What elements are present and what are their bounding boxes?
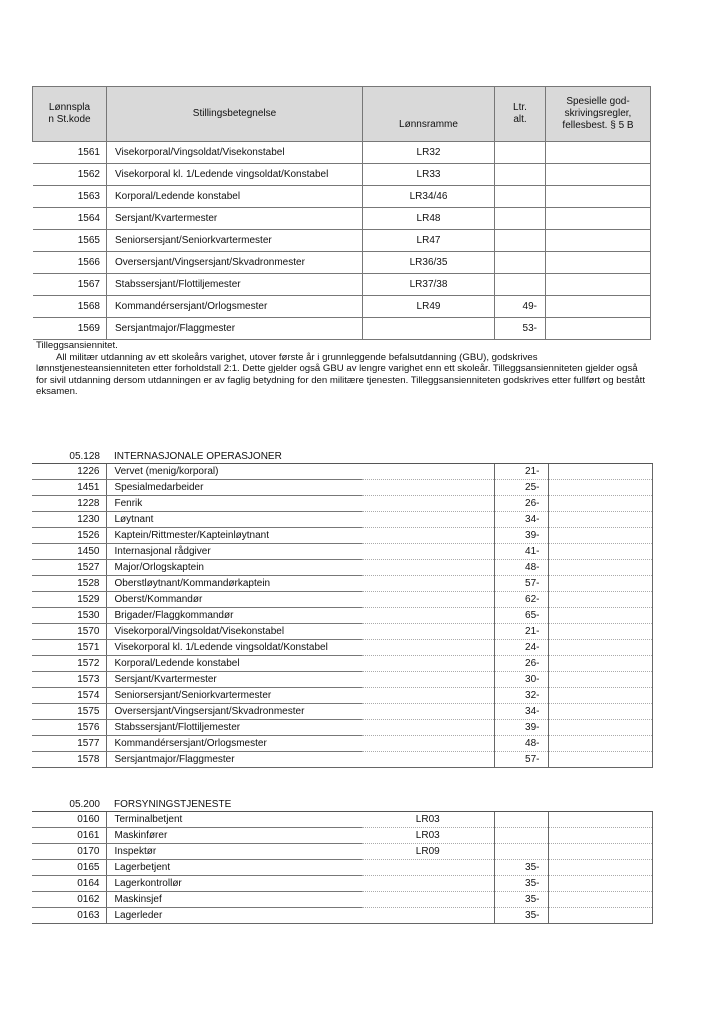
row-title: Visekorporal/Vingsoldat/Visekonstabel <box>107 142 363 164</box>
row-ltr: 21- <box>494 624 548 640</box>
row-title: Korporal/Ledende konstabel <box>106 656 362 672</box>
row-ltr: 25- <box>494 480 548 496</box>
row-salary-range <box>362 892 494 908</box>
row-ltr: 65- <box>494 608 548 624</box>
row-salary-range <box>362 480 494 496</box>
row-special-rules <box>548 480 652 496</box>
row-special-rules <box>548 828 652 844</box>
row-special-rules <box>546 186 651 208</box>
note-heading: Tilleggsansiennitet. <box>36 340 118 351</box>
row-ltr: 26- <box>494 496 548 512</box>
row-salary-range: LR48 <box>363 208 495 230</box>
row-ltr: 48- <box>494 560 548 576</box>
row-title: Maskinsjef <box>106 892 362 908</box>
table-row <box>32 752 652 768</box>
row-code: 1570 <box>32 624 106 640</box>
row-title: Brigader/Flaggkommandør <box>106 608 362 624</box>
row-ltr: 24- <box>494 640 548 656</box>
row-code: 1574 <box>32 688 106 704</box>
row-code: 1564 <box>33 208 107 230</box>
row-salary-range <box>362 528 494 544</box>
row-title: Oberst/Kommandør <box>106 592 362 608</box>
table-row <box>32 672 652 688</box>
row-title: Oversersjant/Vingsersjant/Skvadronmester <box>107 252 363 274</box>
salary-code-table <box>32 86 651 340</box>
row-special-rules <box>548 908 652 924</box>
row-ltr: 35- <box>494 892 548 908</box>
row-ltr: 53- <box>495 318 546 340</box>
row-code: 1561 <box>33 142 107 164</box>
table-row <box>33 208 651 230</box>
row-ltr: 39- <box>494 720 548 736</box>
row-special-rules <box>548 528 652 544</box>
row-title: Lagerbetjent <box>106 860 362 876</box>
table-row <box>32 828 652 844</box>
row-ltr: 41- <box>494 544 548 560</box>
row-title: Internasjonal rådgiver <box>106 544 362 560</box>
table-row <box>33 142 651 164</box>
table-row <box>33 318 651 340</box>
table-row <box>32 480 652 496</box>
section-number: 05.128 <box>32 449 106 464</box>
row-title: Visekorporal kl. 1/Ledende vingsoldat/Konstabel <box>107 164 363 186</box>
table-row <box>32 512 652 528</box>
row-code: 1228 <box>32 496 106 512</box>
row-ltr: 57- <box>494 576 548 592</box>
row-title: Sersjantmajor/Flaggmester <box>107 318 363 340</box>
row-special-rules <box>548 544 652 560</box>
row-title: Kaptein/Rittmester/Kapteinløytnant <box>106 528 362 544</box>
header-ltr: Ltr. alt. <box>495 87 546 142</box>
row-salary-range: LR33 <box>363 164 495 186</box>
row-code: 1566 <box>33 252 107 274</box>
row-ltr: 30- <box>494 672 548 688</box>
row-title: Fenrik <box>106 496 362 512</box>
row-salary-range: LR03 <box>362 828 494 844</box>
table-row <box>33 252 651 274</box>
row-title: Seniorsersjant/Seniorkvartermester <box>106 688 362 704</box>
row-special-rules <box>546 274 651 296</box>
row-title: Spesialmedarbeider <box>106 480 362 496</box>
row-special-rules <box>548 496 652 512</box>
row-title: Kommandérsersjant/Orlogsmester <box>107 296 363 318</box>
section-header <box>32 797 652 812</box>
row-code: 1577 <box>32 736 106 752</box>
header-code: Lønnspla n St.kode <box>33 87 107 142</box>
table-row <box>32 496 652 512</box>
row-salary-range <box>362 608 494 624</box>
row-ltr: 57- <box>494 752 548 768</box>
row-salary-range: LR03 <box>362 812 494 828</box>
row-title: Stabssersjant/Flottiljemester <box>107 274 363 296</box>
row-code: 1568 <box>33 296 107 318</box>
note-body: All militær utdanning av ett skoleårs varighet, utover første år i grunnleggende befalsutdanning (GBU), godskrives lønnstjenesteansienniteten etter forholdstall 2:1. Dette gjelder også GBU av lengre varighet enn ett skoleår. Tilleggsansienniteten gjelder også for sivil utdanning dersom utdanningen er av faglig betydning for den militære tjenesten. Tilleggsansienniteten godskrives etter fullført og bestått eksamen. <box>36 351 646 397</box>
row-salary-range <box>362 624 494 640</box>
row-salary-range <box>362 860 494 876</box>
row-code: 1575 <box>32 704 106 720</box>
row-special-rules <box>548 688 652 704</box>
row-salary-range <box>362 496 494 512</box>
row-salary-range <box>362 688 494 704</box>
row-salary-range: LR09 <box>362 844 494 860</box>
row-special-rules <box>548 812 652 828</box>
row-code: 1573 <box>32 672 106 688</box>
row-ltr <box>495 164 546 186</box>
table-row <box>32 640 652 656</box>
row-code: 0160 <box>32 812 106 828</box>
row-special-rules <box>548 512 652 528</box>
row-ltr: 62- <box>494 592 548 608</box>
table-row <box>32 844 652 860</box>
row-ltr: 26- <box>494 656 548 672</box>
row-code: 1527 <box>32 560 106 576</box>
row-title: Lagerkontrollør <box>106 876 362 892</box>
row-title: Sersjantmajor/Flaggmester <box>106 752 362 768</box>
row-code: 1451 <box>32 480 106 496</box>
row-code: 1526 <box>32 528 106 544</box>
table-row <box>32 656 652 672</box>
row-salary-range: LR34/46 <box>363 186 495 208</box>
row-salary-range <box>362 908 494 924</box>
row-title: Sersjant/Kvartermester <box>106 672 362 688</box>
row-ltr <box>495 230 546 252</box>
row-salary-range <box>362 640 494 656</box>
table-row <box>32 892 652 908</box>
row-title: Oversersjant/Vingsersjant/Skvadronmester <box>106 704 362 720</box>
row-salary-range <box>362 592 494 608</box>
row-code: 1567 <box>33 274 107 296</box>
row-ltr <box>494 828 548 844</box>
row-code: 1528 <box>32 576 106 592</box>
row-special-rules <box>548 672 652 688</box>
row-code: 0165 <box>32 860 106 876</box>
section-international-operations <box>32 449 653 768</box>
row-code: 1569 <box>33 318 107 340</box>
row-ltr: 34- <box>494 704 548 720</box>
table-row <box>32 624 652 640</box>
row-ltr: 48- <box>494 736 548 752</box>
row-code: 1230 <box>32 512 106 528</box>
row-title: Maskinfører <box>106 828 362 844</box>
row-ltr <box>495 274 546 296</box>
row-special-rules <box>548 704 652 720</box>
table-row <box>32 608 652 624</box>
header-title: Stillingsbetegnelse <box>107 87 363 142</box>
table-header-row <box>33 87 651 142</box>
row-special-rules <box>548 608 652 624</box>
table-row <box>32 876 652 892</box>
table-row <box>32 908 652 924</box>
row-special-rules <box>546 142 651 164</box>
row-ltr: 39- <box>494 528 548 544</box>
row-code: 1450 <box>32 544 106 560</box>
row-ltr <box>495 252 546 274</box>
section-title: INTERNASJONALE OPERASJONER <box>106 449 652 464</box>
row-title: Seniorsersjant/Seniorkvartermester <box>107 230 363 252</box>
row-title: Kommandérsersjant/Orlogsmester <box>106 736 362 752</box>
row-special-rules <box>548 892 652 908</box>
row-salary-range: LR47 <box>363 230 495 252</box>
row-title: Løytnant <box>106 512 362 528</box>
row-code: 0170 <box>32 844 106 860</box>
row-code: 0164 <box>32 876 106 892</box>
row-salary-range <box>362 464 494 480</box>
row-salary-range <box>362 672 494 688</box>
row-special-rules <box>548 656 652 672</box>
row-special-rules <box>546 296 651 318</box>
row-special-rules <box>548 560 652 576</box>
row-salary-range <box>362 576 494 592</box>
row-special-rules <box>548 736 652 752</box>
row-ltr <box>495 208 546 230</box>
table-row <box>32 464 652 480</box>
row-title: Oberstløytnant/Kommandørkaptein <box>106 576 362 592</box>
row-title: Korporal/Ledende konstabel <box>107 186 363 208</box>
row-ltr: 35- <box>494 860 548 876</box>
row-code: 1562 <box>33 164 107 186</box>
table-row <box>32 576 652 592</box>
row-code: 1571 <box>32 640 106 656</box>
row-code: 1565 <box>33 230 107 252</box>
section-supply-service <box>32 797 653 924</box>
table-row <box>32 860 652 876</box>
row-code: 1576 <box>32 720 106 736</box>
table-row <box>32 560 652 576</box>
row-salary-range <box>362 752 494 768</box>
table-row <box>32 704 652 720</box>
row-code: 0162 <box>32 892 106 908</box>
row-ltr <box>495 186 546 208</box>
table-row <box>33 186 651 208</box>
section-title: FORSYNINGSTJENESTE <box>106 797 652 812</box>
row-code: 0163 <box>32 908 106 924</box>
table-row <box>32 812 652 828</box>
row-title: Vervet (menig/korporal) <box>106 464 362 480</box>
row-salary-range <box>362 560 494 576</box>
row-special-rules <box>548 876 652 892</box>
row-salary-range <box>362 544 494 560</box>
row-code: 0161 <box>32 828 106 844</box>
row-salary-range <box>362 704 494 720</box>
header-salary-range: Lønnsramme <box>363 87 495 142</box>
supplementary-seniority-note <box>36 340 648 398</box>
row-special-rules <box>546 318 651 340</box>
row-ltr: 35- <box>494 908 548 924</box>
row-special-rules <box>548 464 652 480</box>
row-salary-range <box>362 736 494 752</box>
table-row <box>32 688 652 704</box>
table-row <box>32 720 652 736</box>
row-title: Visekorporal kl. 1/Ledende vingsoldat/Konstabel <box>106 640 362 656</box>
row-salary-range: LR32 <box>363 142 495 164</box>
row-salary-range <box>362 720 494 736</box>
row-title: Terminalbetjent <box>106 812 362 828</box>
row-ltr <box>494 844 548 860</box>
row-salary-range: LR49 <box>363 296 495 318</box>
table-row <box>33 296 651 318</box>
table-row <box>32 528 652 544</box>
header-special-rules: Spesielle god- skrivingsregler, fellesbest. § 5 B <box>546 87 651 142</box>
row-code: 1530 <box>32 608 106 624</box>
row-special-rules <box>548 640 652 656</box>
row-salary-range <box>362 512 494 528</box>
row-salary-range: LR37/38 <box>363 274 495 296</box>
row-ltr <box>495 142 546 164</box>
row-special-rules <box>546 252 651 274</box>
row-salary-range <box>362 876 494 892</box>
row-title: Major/Orlogskaptein <box>106 560 362 576</box>
row-title: Stabssersjant/Flottiljemester <box>106 720 362 736</box>
row-salary-range <box>363 318 495 340</box>
section-number: 05.200 <box>32 797 106 812</box>
table-row <box>32 544 652 560</box>
row-salary-range: LR36/35 <box>363 252 495 274</box>
table-row <box>33 164 651 186</box>
row-ltr: 35- <box>494 876 548 892</box>
table-row <box>32 736 652 752</box>
row-special-rules <box>548 844 652 860</box>
row-special-rules <box>548 752 652 768</box>
table-row <box>32 592 652 608</box>
section-header <box>32 449 652 464</box>
table-row <box>33 274 651 296</box>
row-code: 1529 <box>32 592 106 608</box>
row-code: 1572 <box>32 656 106 672</box>
row-salary-range <box>362 656 494 672</box>
row-title: Visekorporal/Vingsoldat/Visekonstabel <box>106 624 362 640</box>
row-code: 1226 <box>32 464 106 480</box>
row-code: 1578 <box>32 752 106 768</box>
row-special-rules <box>548 576 652 592</box>
row-ltr <box>494 812 548 828</box>
row-title: Inspektør <box>106 844 362 860</box>
row-special-rules <box>546 208 651 230</box>
row-code: 1563 <box>33 186 107 208</box>
row-special-rules <box>548 624 652 640</box>
row-special-rules <box>548 720 652 736</box>
row-special-rules <box>548 592 652 608</box>
row-special-rules <box>546 230 651 252</box>
row-special-rules <box>546 164 651 186</box>
row-ltr: 49- <box>495 296 546 318</box>
row-ltr: 34- <box>494 512 548 528</box>
table-row <box>33 230 651 252</box>
row-title: Lagerleder <box>106 908 362 924</box>
row-title: Sersjant/Kvartermester <box>107 208 363 230</box>
row-ltr: 21- <box>494 464 548 480</box>
row-ltr: 32- <box>494 688 548 704</box>
row-special-rules <box>548 860 652 876</box>
